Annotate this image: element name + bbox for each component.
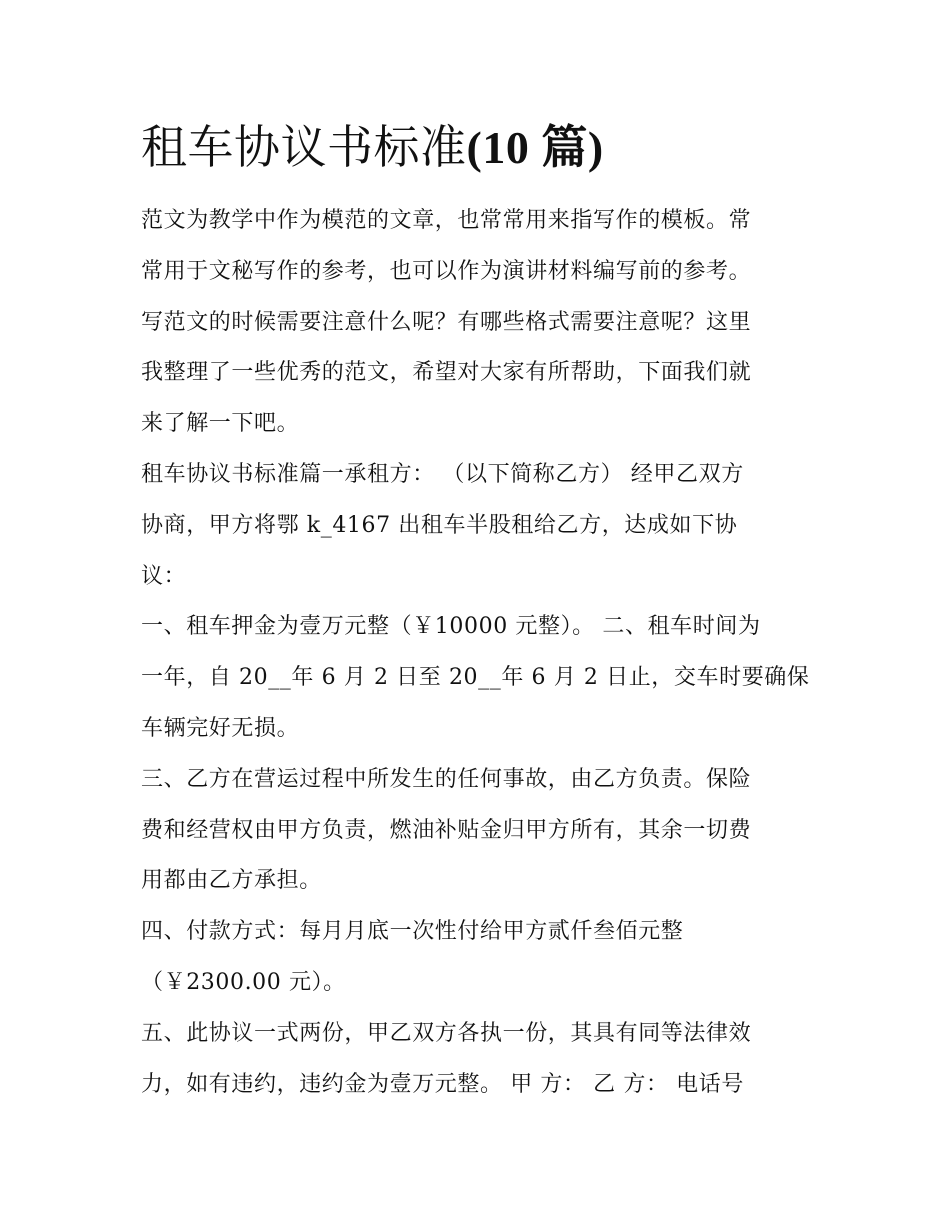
intro-paragraph [141, 196, 813, 450]
text-line: 我整理了一些优秀的范文，希望对大家有所帮助，下面我们就 [141, 360, 752, 386]
title-text: 租车协议书标准 [141, 120, 467, 174]
clause-three [141, 755, 813, 907]
title-count: (10 篇) [466, 122, 604, 173]
text-line: 一、租车押金为壹万元整（￥10000 元整）。 二、租车时间为 [141, 614, 761, 640]
text-line: 写范文的时候需要注意什么呢？有哪些格式需要注意呢？这里 [141, 309, 752, 335]
text-line: 范文为教学中作为模范的文章，也常常用来指写作的模板。常 [141, 208, 752, 233]
text-line: 租车协议书标准篇一承租方： （以下简称乙方） 经甲乙双方 [141, 461, 744, 487]
text-line: （￥2300.00 元）。 [141, 969, 346, 995]
text-line: 三、乙方在营运过程中所发生的任何事故，由乙方负责。保险 [141, 766, 752, 792]
parties-paragraph [141, 450, 813, 602]
text-line: 用都由乙方承担。 [141, 868, 322, 894]
clause-five [141, 1009, 813, 1111]
clause-one-two [141, 602, 813, 754]
text-line: 一年，自 20__年 6 月 2 日至 20__年 6 月 2 日止，交车时要确保 [141, 665, 810, 691]
text-line: 来了解一下吧。 [141, 411, 300, 437]
text-line: 协商，甲方将鄂 k_4167 出租车半股租给乙方，达成如下协 [141, 512, 738, 538]
clause-four [141, 907, 813, 1009]
text-line: 四、付款方式：每月月底一次性付给甲方贰仟叁佰元整 [141, 919, 684, 945]
text-line: 费和经营权由甲方负责，燃油补贴金归甲方所有，其余一切费 [141, 817, 752, 843]
document-title [141, 116, 604, 179]
text-line: 车辆完好无损。 [141, 715, 300, 741]
document-body [141, 196, 813, 1110]
text-line: 议： [141, 563, 187, 589]
text-line: 五、此协议一式两份，甲乙双方各执一份，其具有同等法律效 [141, 1020, 752, 1046]
text-line: 力，如有违约，违约金为壹万元整。 甲 方： 乙 方： 电话号 [141, 1071, 744, 1097]
text-line: 常用于文秘写作的参考，也可以作为演讲材料编写前的参考。 [141, 258, 752, 284]
